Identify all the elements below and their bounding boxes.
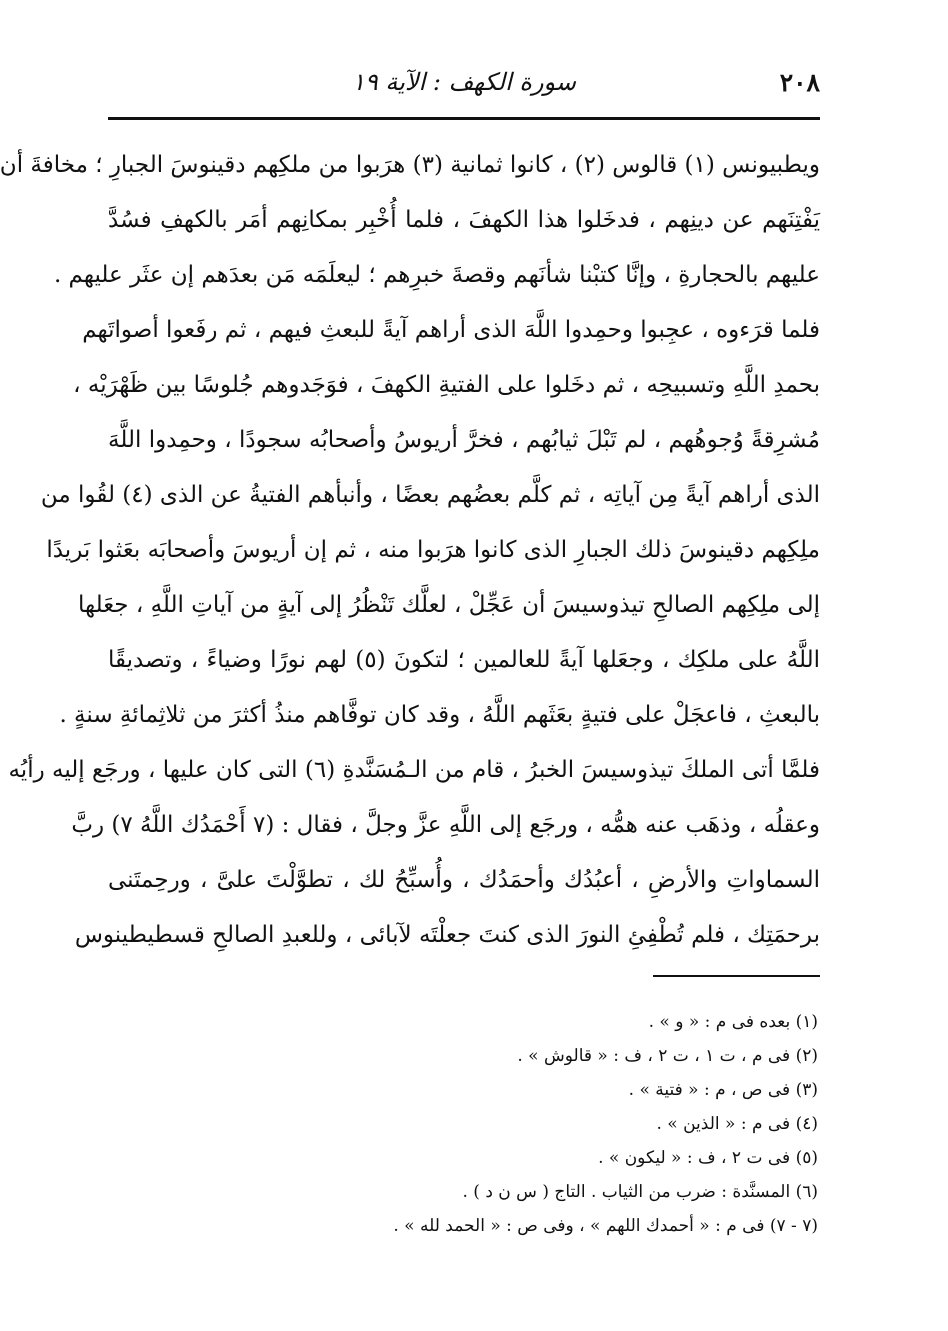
text-line: إلى ملِكِهم الصالحِ تيذوسيسَ أن عَجِّلْ ، لعلَّك تَنْظُرُ إلى آيةٍ من آياتِ اللَّهِ ، جعَلها <box>77 592 820 618</box>
text-line: بالبعثِ ، فاعجَلْ على فتيةٍ بعَثَهم اللَّهُ ، وقد كان توفَّاهم منذُ أكثرَ من ثلاثِمائةِ سنةٍ . <box>59 702 820 728</box>
page-header <box>108 62 820 106</box>
main-text <box>0 138 821 963</box>
page-number: ٢٠٨ <box>779 68 820 97</box>
text-line: فلما قرَءوه ، عجِبوا وحمِدوا اللَّهَ الذى أراهم آيةً للبعثِ فيهم ، ثم رفَعوا أصواتَهم <box>82 317 820 343</box>
text-line: ويطبيونس (١) قالوس (٢) ، كانوا ثمانية (٣) هرَبوا من ملكِهم دقينوسَ الجبارِ ؛ مخافةَ أن <box>0 152 820 178</box>
text-line: برحمَتِك ، فلم تُطْفِئِ النورَ الذى كنتَ جعلْتَه لآبائى ، وللعبدِ الصالحِ قسطيطينوس <box>74 922 820 948</box>
footnote: (٦) المسنَّدة : ضرب من الثياب . التاج ( س ن د ) . <box>462 1182 818 1202</box>
text-line: السماواتِ والأرضِ ، أعبُدُك وأحمَدُك ، وأُسبِّحُ لك ، تطوَّلْتَ علىَّ ، ورحِمتَنى <box>108 867 820 893</box>
footnotes <box>108 1005 818 1243</box>
text-line: فلمَّا أتى الملكَ تيذوسيسَ الخبرُ ، قام من الـمُسَنَّدةِ (٦) التى كان عليها ، ورجَع إليه رأيُه <box>8 757 820 783</box>
text-line: يَفْتِنَهم عن دينِهم ، فدخَلوا هذا الكهفَ ، فلما أُخْبِر بمكانِهم أمَر بالكهفِ فسُدَّ <box>108 207 820 233</box>
text-line: عليهم بالحجارةِ ، وإنَّا كتبْنا شأنَهم وقصةَ خبرِهم ؛ ليعلَمَه مَن بعدَهم إن عثَر عليهم . <box>53 262 820 288</box>
footnote: (٤) فى م : « الذين » . <box>656 1114 818 1134</box>
text-line: اللَّهُ على ملكِك ، وجعَلها آيةً للعالمين ؛ لتكونَ (٥) لهم نورًا وضياءً ، وتصديقًا <box>108 647 821 673</box>
footnote: (٧ - ٧) فى م : « أحمدك اللهم » ، وفى ص : « الحمد لله » . <box>393 1216 818 1236</box>
text-line: وعقلُه ، وذهَب عنه همُّه ، ورجَع إلى اللَّهِ عزَّ وجلَّ ، فقال : (٧ أَحْمَدُك اللَّهُ ٧) ربَّ <box>71 812 820 838</box>
running-title: سورة الكهف : الآية ١٩ <box>351 68 577 96</box>
text-line: ملِكِهم دقينوسَ ذلك الجبارِ الذى كانوا هرَبوا منه ، ثم إن أريوسَ وأصحابَه بعَثوا بَريدًا <box>46 537 820 563</box>
footnote: (٥) فى ت ٢ ، ف : « ليكون » . <box>598 1148 818 1168</box>
footnote: (٢) فى م ، ت ١ ، ت ٢ ، ف : « قالوش » . <box>517 1046 818 1066</box>
footnote-rule <box>653 975 820 977</box>
text-line: بحمدِ اللَّهِ وتسبيحِه ، ثم دخَلوا على الفتيةِ الكهفَ ، فوَجَدوهم جُلوسًا بين ظَهْرَيْه ، <box>73 372 820 398</box>
footnote: (١) بعده فى م : « و » . <box>648 1012 818 1032</box>
text-line: مُشرِقةً وُجوهُهم ، لم تَبْلَ ثيابُهم ، فخرَّ أريوسُ وأصحابُه سجودًا ، وحمِدوا اللَّهَ <box>108 427 820 453</box>
text-line: الذى أراهم آيةً مِن آياتِه ، ثم كلَّم بعضُهم بعضًا ، وأنبأهم الفتيةُ عن الذى (٤) لقُوا من <box>40 482 820 508</box>
header-rule <box>108 117 820 120</box>
footnote: (٣) فى ص ، م : « فتية » . <box>628 1080 818 1100</box>
